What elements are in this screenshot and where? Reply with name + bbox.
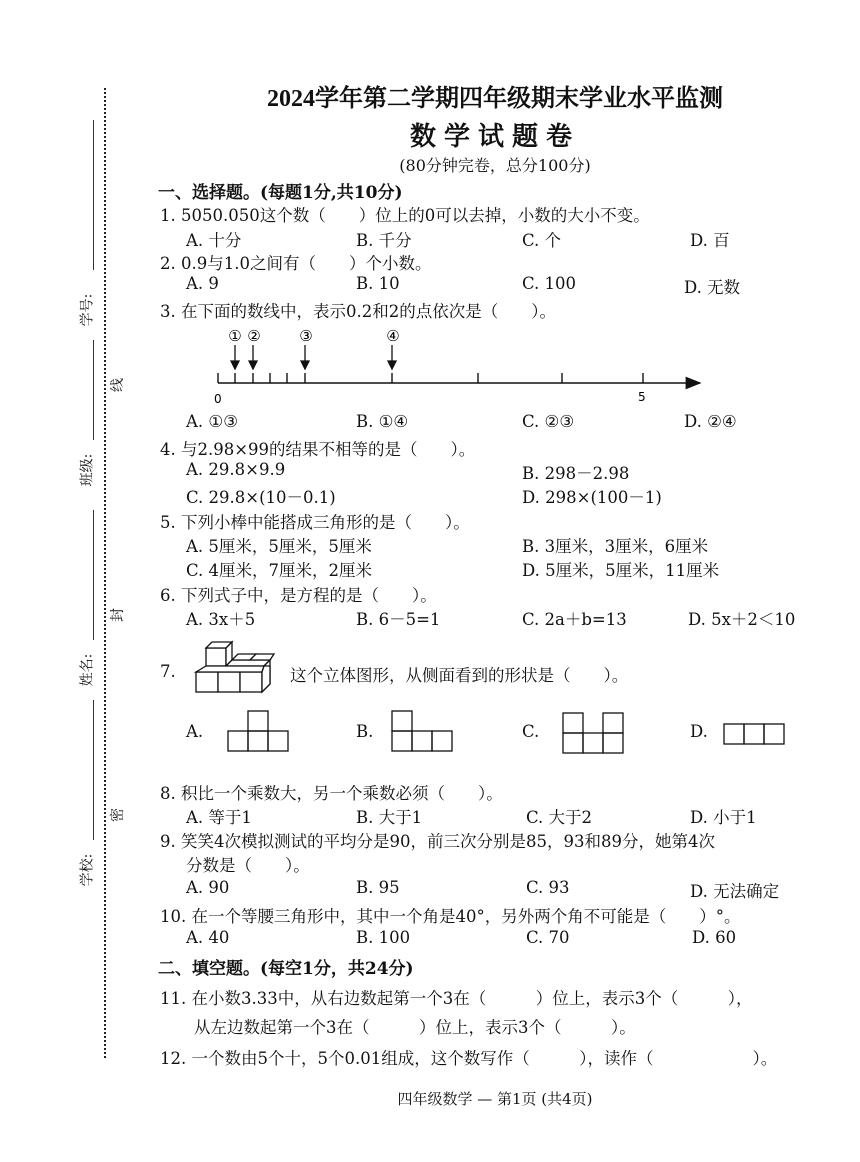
question-10: 10. 在一个等腰三角形中，其中一个角是40°，另外两个角不可能是（ ）°。 — [160, 907, 741, 926]
axis-label-0: 0 — [214, 392, 222, 406]
q1-option-d[interactable]: D. 百 — [690, 231, 730, 250]
q1-option-c[interactable]: C. 个 — [522, 231, 562, 250]
row-top-face — [226, 660, 270, 666]
q8-option-a[interactable]: A. 等于1 — [186, 808, 252, 827]
q1-option-a[interactable]: A. 十分 — [186, 231, 242, 250]
field-student-id-label: 学号: — [79, 293, 96, 327]
binding-mark-secret: 密 — [107, 808, 127, 822]
q3-option-b[interactable]: B. ①④ — [356, 412, 409, 431]
front-cube-2 — [218, 672, 240, 692]
q7-option-a-shape[interactable] — [226, 710, 290, 752]
q4-option-d[interactable]: D. 298×(100－1) — [522, 488, 662, 507]
q10-option-a[interactable]: A. 40 — [186, 928, 230, 947]
class-blank[interactable] — [93, 340, 94, 440]
question-9-cont: 分数是（ ）。 — [186, 856, 310, 875]
question-7-number: 7. — [160, 662, 176, 681]
solid-figure-icon — [192, 640, 278, 698]
q6-option-d[interactable]: D. 5x＋2＜10 — [688, 610, 796, 629]
q9-option-c[interactable]: C. 93 — [526, 878, 570, 897]
axis-label-5: 5 — [638, 390, 646, 404]
question-7: 这个立体图形，从侧面看到的形状是（ ）。 — [290, 666, 629, 685]
name-blank[interactable] — [93, 510, 94, 640]
q10-option-c[interactable]: C. 70 — [526, 928, 570, 947]
front-cube-3 — [240, 672, 262, 692]
q7-option-c-shape[interactable] — [561, 712, 625, 754]
q10-option-b[interactable]: B. 100 — [356, 928, 411, 947]
page-subtitle: 数学试题卷 — [409, 122, 580, 151]
q4-option-b[interactable]: B. 298－2.98 — [522, 464, 630, 483]
binding-mark-line: 线 — [107, 378, 127, 392]
time-score-note: (80分钟完卷，总分100分) — [399, 156, 591, 175]
section-choice-heading: 一、选择题。(每题1分,共10分) — [158, 183, 403, 203]
q2-option-b[interactable]: B. 10 — [356, 274, 400, 293]
question-5: 5. 下列小棒中能搭成三角形的是（ ）。 — [160, 513, 470, 532]
q3-option-a[interactable]: A. ①③ — [186, 412, 238, 431]
q4-option-c[interactable]: C. 29.8×(10－0.1) — [186, 488, 336, 507]
q9-option-b[interactable]: B. 95 — [356, 878, 400, 897]
q8-option-b[interactable]: B. 大于1 — [356, 808, 423, 827]
front-row-top — [196, 666, 264, 672]
question-11: 11. 在小数3.33中，从右边数起第一个3在（ ）位上，表示3个（ ）， — [160, 989, 753, 1008]
question-9: 9. 笑笑4次模拟测试的平均分是90，前三次分别是85，93和89分，她第4次 — [160, 832, 715, 851]
q6-option-b[interactable]: B. 6－5=1 — [356, 610, 441, 629]
q7-option-d-shape[interactable] — [722, 722, 786, 746]
q7-option-c-label[interactable]: C. — [522, 722, 540, 741]
q7-option-d-label[interactable]: D. — [690, 722, 708, 741]
page-footer: 四年级数学 — 第1页 (共4页) — [397, 1090, 593, 1108]
binding-mark-seal: 封 — [107, 608, 127, 622]
marker-label-3: ③ — [299, 327, 313, 345]
q3-option-c[interactable]: C. ②③ — [522, 412, 575, 431]
marker-label-1: ① — [228, 327, 242, 345]
q7-option-a-label[interactable]: A. — [186, 722, 204, 741]
q5-option-b[interactable]: B. 3厘米，3厘米，6厘米 — [522, 537, 709, 556]
question-2: 2. 0.9与1.0之间有（ ）个小数。 — [160, 254, 432, 273]
q6-option-c[interactable]: C. 2a＋b=13 — [522, 610, 627, 629]
q4-option-a[interactable]: A. 29.8×9.9 — [186, 460, 286, 479]
q9-option-a[interactable]: A. 90 — [186, 878, 230, 897]
marker-label-4: ④ — [386, 327, 400, 345]
number-line-figure — [200, 325, 720, 410]
field-name-label: 姓名: — [79, 653, 96, 687]
question-6: 6. 下列式子中，是方程的是（ ）。 — [160, 586, 437, 605]
question-3: 3. 在下面的数线中，表示0.2和2的点依次是（ ）。 — [160, 302, 556, 321]
q9-option-d[interactable]: D. 无法确定 — [690, 882, 780, 901]
q7-option-b-shape[interactable] — [390, 710, 454, 752]
q5-option-c[interactable]: C. 4厘米，7厘米，2厘米 — [186, 561, 373, 580]
q6-option-a[interactable]: A. 3x＋5 — [186, 610, 256, 629]
q10-option-d[interactable]: D. 60 — [692, 928, 737, 947]
q3-option-d[interactable]: D. ②④ — [684, 412, 737, 431]
question-4: 4. 与2.98×99的结果不相等的是（ ）。 — [160, 440, 476, 459]
q5-option-a[interactable]: A. 5厘米，5厘米，5厘米 — [186, 537, 372, 556]
q2-option-c[interactable]: C. 100 — [522, 274, 577, 293]
section-fill-heading: 二、填空题。(每空1分，共24分) — [158, 959, 414, 979]
q7-option-b-label[interactable]: B. — [356, 722, 374, 741]
q8-option-c[interactable]: C. 大于2 — [526, 808, 593, 827]
binding-dotted-line — [104, 88, 106, 1058]
field-class-label: 班级: — [79, 453, 96, 487]
q5-option-d[interactable]: D. 5厘米，5厘米，11厘米 — [522, 561, 720, 580]
q8-option-d[interactable]: D. 小于1 — [690, 808, 757, 827]
cube-top-front — [206, 648, 226, 666]
front-cube-1 — [196, 672, 218, 692]
question-8: 8. 积比一个乘数大，另一个乘数必须（ ）。 — [160, 784, 503, 803]
question-12: 12. 一个数由5个十，5个0.01组成，这个数写作（ ），读作（ ）。 — [160, 1049, 778, 1068]
q2-option-a[interactable]: A. 9 — [186, 274, 219, 293]
question-1: 1. 5050.050这个数（ ）位上的0可以去掉，小数的大小不变。 — [160, 206, 650, 225]
field-school-label: 学校: — [79, 853, 96, 887]
marker-label-2: ② — [247, 327, 261, 345]
question-11-cont: 从左边数起第一个3在（ ）位上，表示3个（ ）。 — [194, 1018, 636, 1037]
school-blank[interactable] — [93, 700, 94, 840]
front-row-side — [262, 666, 270, 692]
q2-option-d[interactable]: D. 无数 — [684, 278, 741, 297]
page-title: 2024学年第二学期四年级期末学业水平监测 — [267, 86, 723, 112]
q1-option-b[interactable]: B. 千分 — [356, 231, 412, 250]
